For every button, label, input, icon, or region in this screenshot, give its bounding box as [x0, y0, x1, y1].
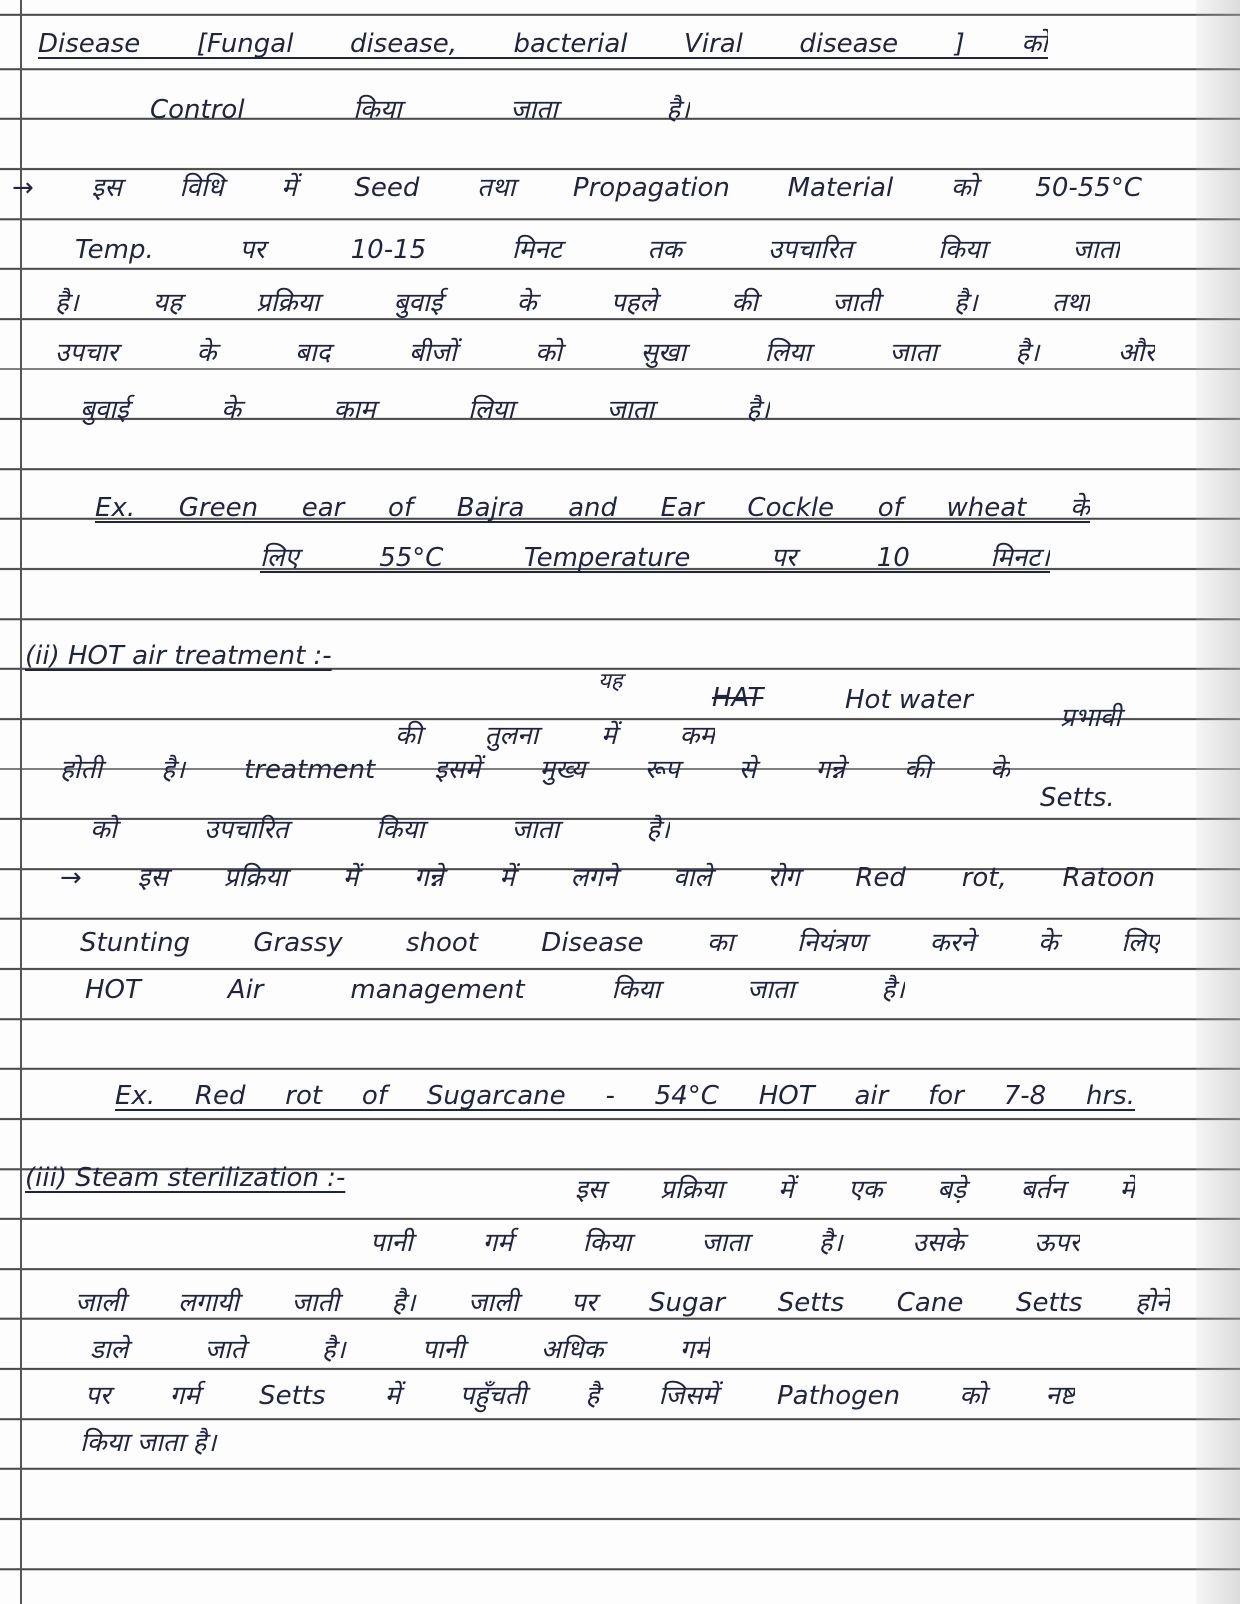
note-line: → इस विधि में Seed तथा Propagation Material को 50-55°C [12, 173, 1142, 203]
note-line: बुवाई के काम लिया जाता है। [80, 395, 770, 425]
note-line: उपचार के बाद बीजों को सुखा लिया जाता है। और [55, 338, 1155, 368]
note-line: पानी गर्म किया जाता है। उसके ऊपर [370, 1228, 1080, 1258]
example-line: Ex. Red rot of Sugarcane - 54°C HOT air for 7-8 hrs. [115, 1081, 1135, 1111]
note-word: यह [598, 669, 623, 694]
example-line: लिए 55°C Temperature पर 10 मिनट। [260, 543, 1050, 573]
steam-sterilization-heading: (iii) Steam sterilization :- [25, 1163, 346, 1193]
note-line: डाले जाते है। पानी अधिक गर्म [90, 1335, 710, 1365]
paper-edge [1196, 0, 1240, 1604]
note-word: Hot water [845, 685, 973, 715]
disease-control-heading: Disease [Fungal disease, bacterial Viral disease ] को [38, 29, 1048, 59]
note-line: है। यह प्रक्रिया बुवाई के पहले की जाती है। तथा [55, 288, 1090, 318]
note-line: HOT Air management किया जाता है। [85, 975, 905, 1005]
struck-word: HAT [712, 683, 764, 713]
note-line: किया जाता है। [80, 1428, 217, 1458]
note-word: Setts. [1040, 783, 1115, 813]
note-line: होती है। treatment इसमें मुख्य रूप से गन्ने की के [60, 755, 1010, 785]
note-line: Control किया जाता है। [150, 95, 690, 125]
note-line: को उपचारित किया जाता है। [90, 815, 670, 845]
note-line: पर गर्म Setts में पहुँचती है जिसमें Pathogen को नष्ट [85, 1381, 1075, 1411]
note-line: की तुलना में कम [395, 721, 715, 751]
note-word: प्रभावी [1060, 703, 1121, 733]
note-line: Stunting Grassy shoot Disease का नियंत्रण करने के लिए [80, 928, 1160, 958]
hot-air-heading: (ii) HOT air treatment :- [25, 641, 332, 671]
margin-line [20, 0, 22, 1604]
note-line: इस प्रक्रिया में एक बड़े बर्तन में [575, 1175, 1135, 1205]
note-line: → इस प्रक्रिया में गन्ने में लगने वाले रोग Red rot, Ratoon [60, 863, 1155, 893]
note-line: Temp. पर 10-15 मिनट तक उपचारित किया जाता [75, 235, 1120, 265]
example-line: Ex. Green ear of Bajra and Ear Cockle of wheat के [95, 493, 1090, 523]
note-line: जाली लगायी जाती है। जाली पर Sugar Setts Cane Setts होने [75, 1288, 1170, 1318]
